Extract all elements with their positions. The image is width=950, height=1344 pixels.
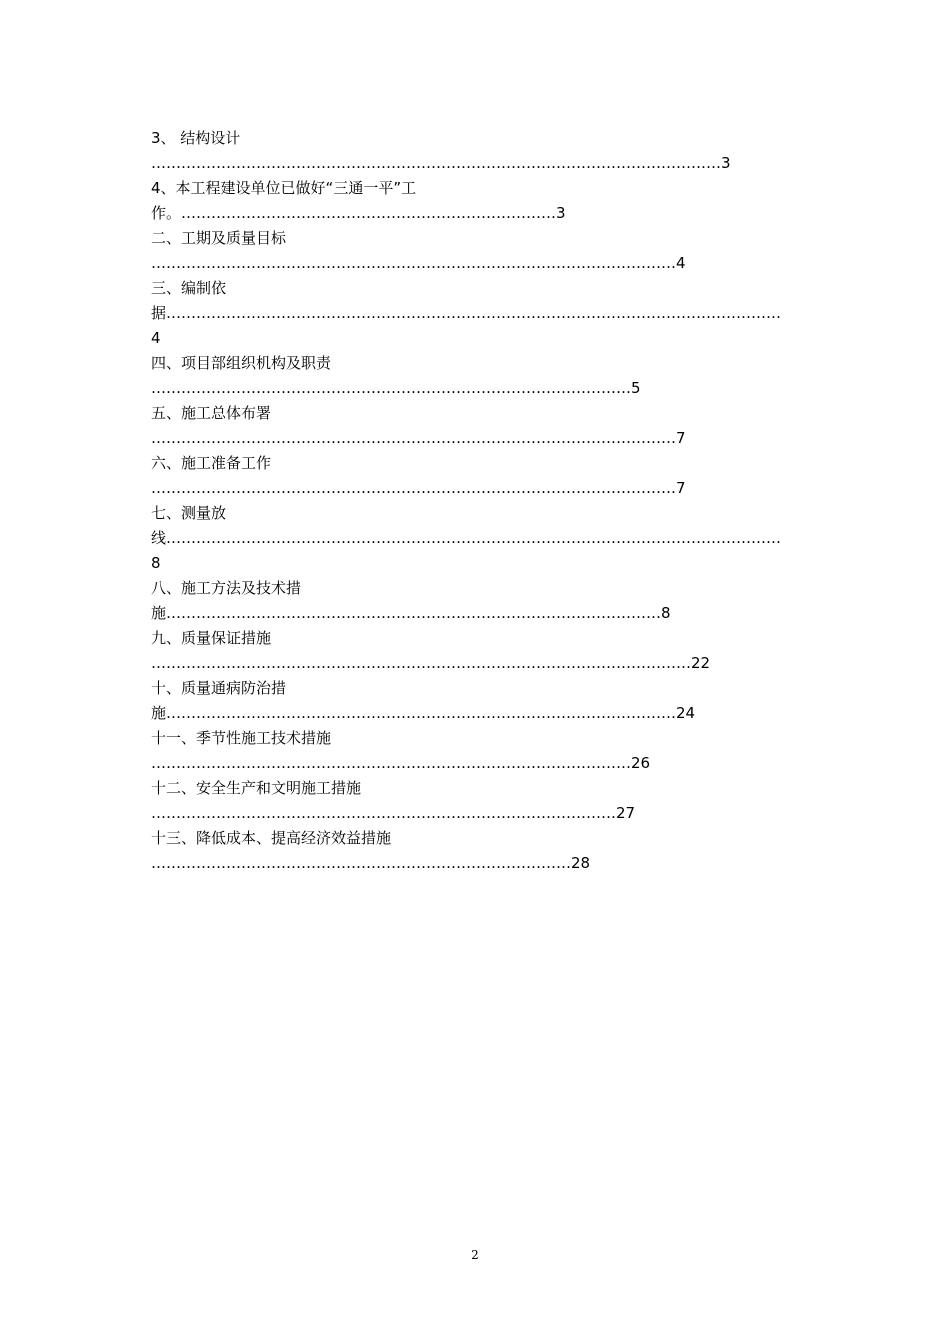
page-number: 2 <box>471 1248 479 1262</box>
toc-line: 三、编制依 <box>151 279 227 297</box>
toc-line: 4、本工程建设单位已做好“三通一平”工 <box>151 179 417 197</box>
toc-line: 九、质量保证措施 <box>151 629 272 647</box>
toc-line: 八、施工方法及技术措 <box>151 579 302 597</box>
toc-leader-line: 施…………………………………………………………………………………………24 <box>151 704 696 722</box>
toc-line: 十二、安全生产和文明施工措施 <box>151 779 362 797</box>
toc-leader-line: ……………………………………………………………………………………………4 <box>151 254 686 272</box>
toc-page-ref: 4 <box>151 329 161 347</box>
toc-leader-line: ……………………………………………………………………………………………7 <box>151 429 686 447</box>
toc-line: 十一、季节性施工技术措施 <box>151 729 332 747</box>
toc-leader-line: ………………………………………………………………………………………………22 <box>151 654 711 672</box>
toc-line: 四、项目部组织机构及职责 <box>151 354 332 372</box>
toc-leader-line: ……………………………………………………………………………………………7 <box>151 479 686 497</box>
toc-line: 七、测量放 <box>151 504 227 522</box>
toc-leader-line: 线…………………………………………………………………………………………………………… <box>151 529 782 547</box>
toc-line: 二、工期及质量目标 <box>151 229 287 247</box>
toc-leader-line: 据…………………………………………………………………………………………………………… <box>151 304 782 322</box>
toc-leader-line: 施………………………………………………………………………………………8 <box>151 604 671 622</box>
toc-line: 十三、降低成本、提高经济效益措施 <box>151 829 392 847</box>
table-of-contents <box>151 126 861 876</box>
toc-line: 十、质量通病防治措 <box>151 679 287 697</box>
toc-line: 3、 结构设计 <box>151 129 241 147</box>
toc-leader-line: ……………………………………………………………………………………5 <box>151 379 641 397</box>
toc-page-ref: 8 <box>151 554 161 572</box>
toc-leader-line: 作。…………………………………………………………………3 <box>151 204 566 222</box>
toc-line: 六、施工准备工作 <box>151 454 272 472</box>
toc-leader-line: …………………………………………………………………………28 <box>151 854 591 872</box>
toc-leader-line: …………………………………………………………………………………27 <box>151 804 636 822</box>
toc-leader-line: ……………………………………………………………………………………26 <box>151 754 651 772</box>
toc-leader-line: ……………………………………………………………………………………………………3 <box>151 154 731 172</box>
toc-line: 五、施工总体布署 <box>151 404 272 422</box>
